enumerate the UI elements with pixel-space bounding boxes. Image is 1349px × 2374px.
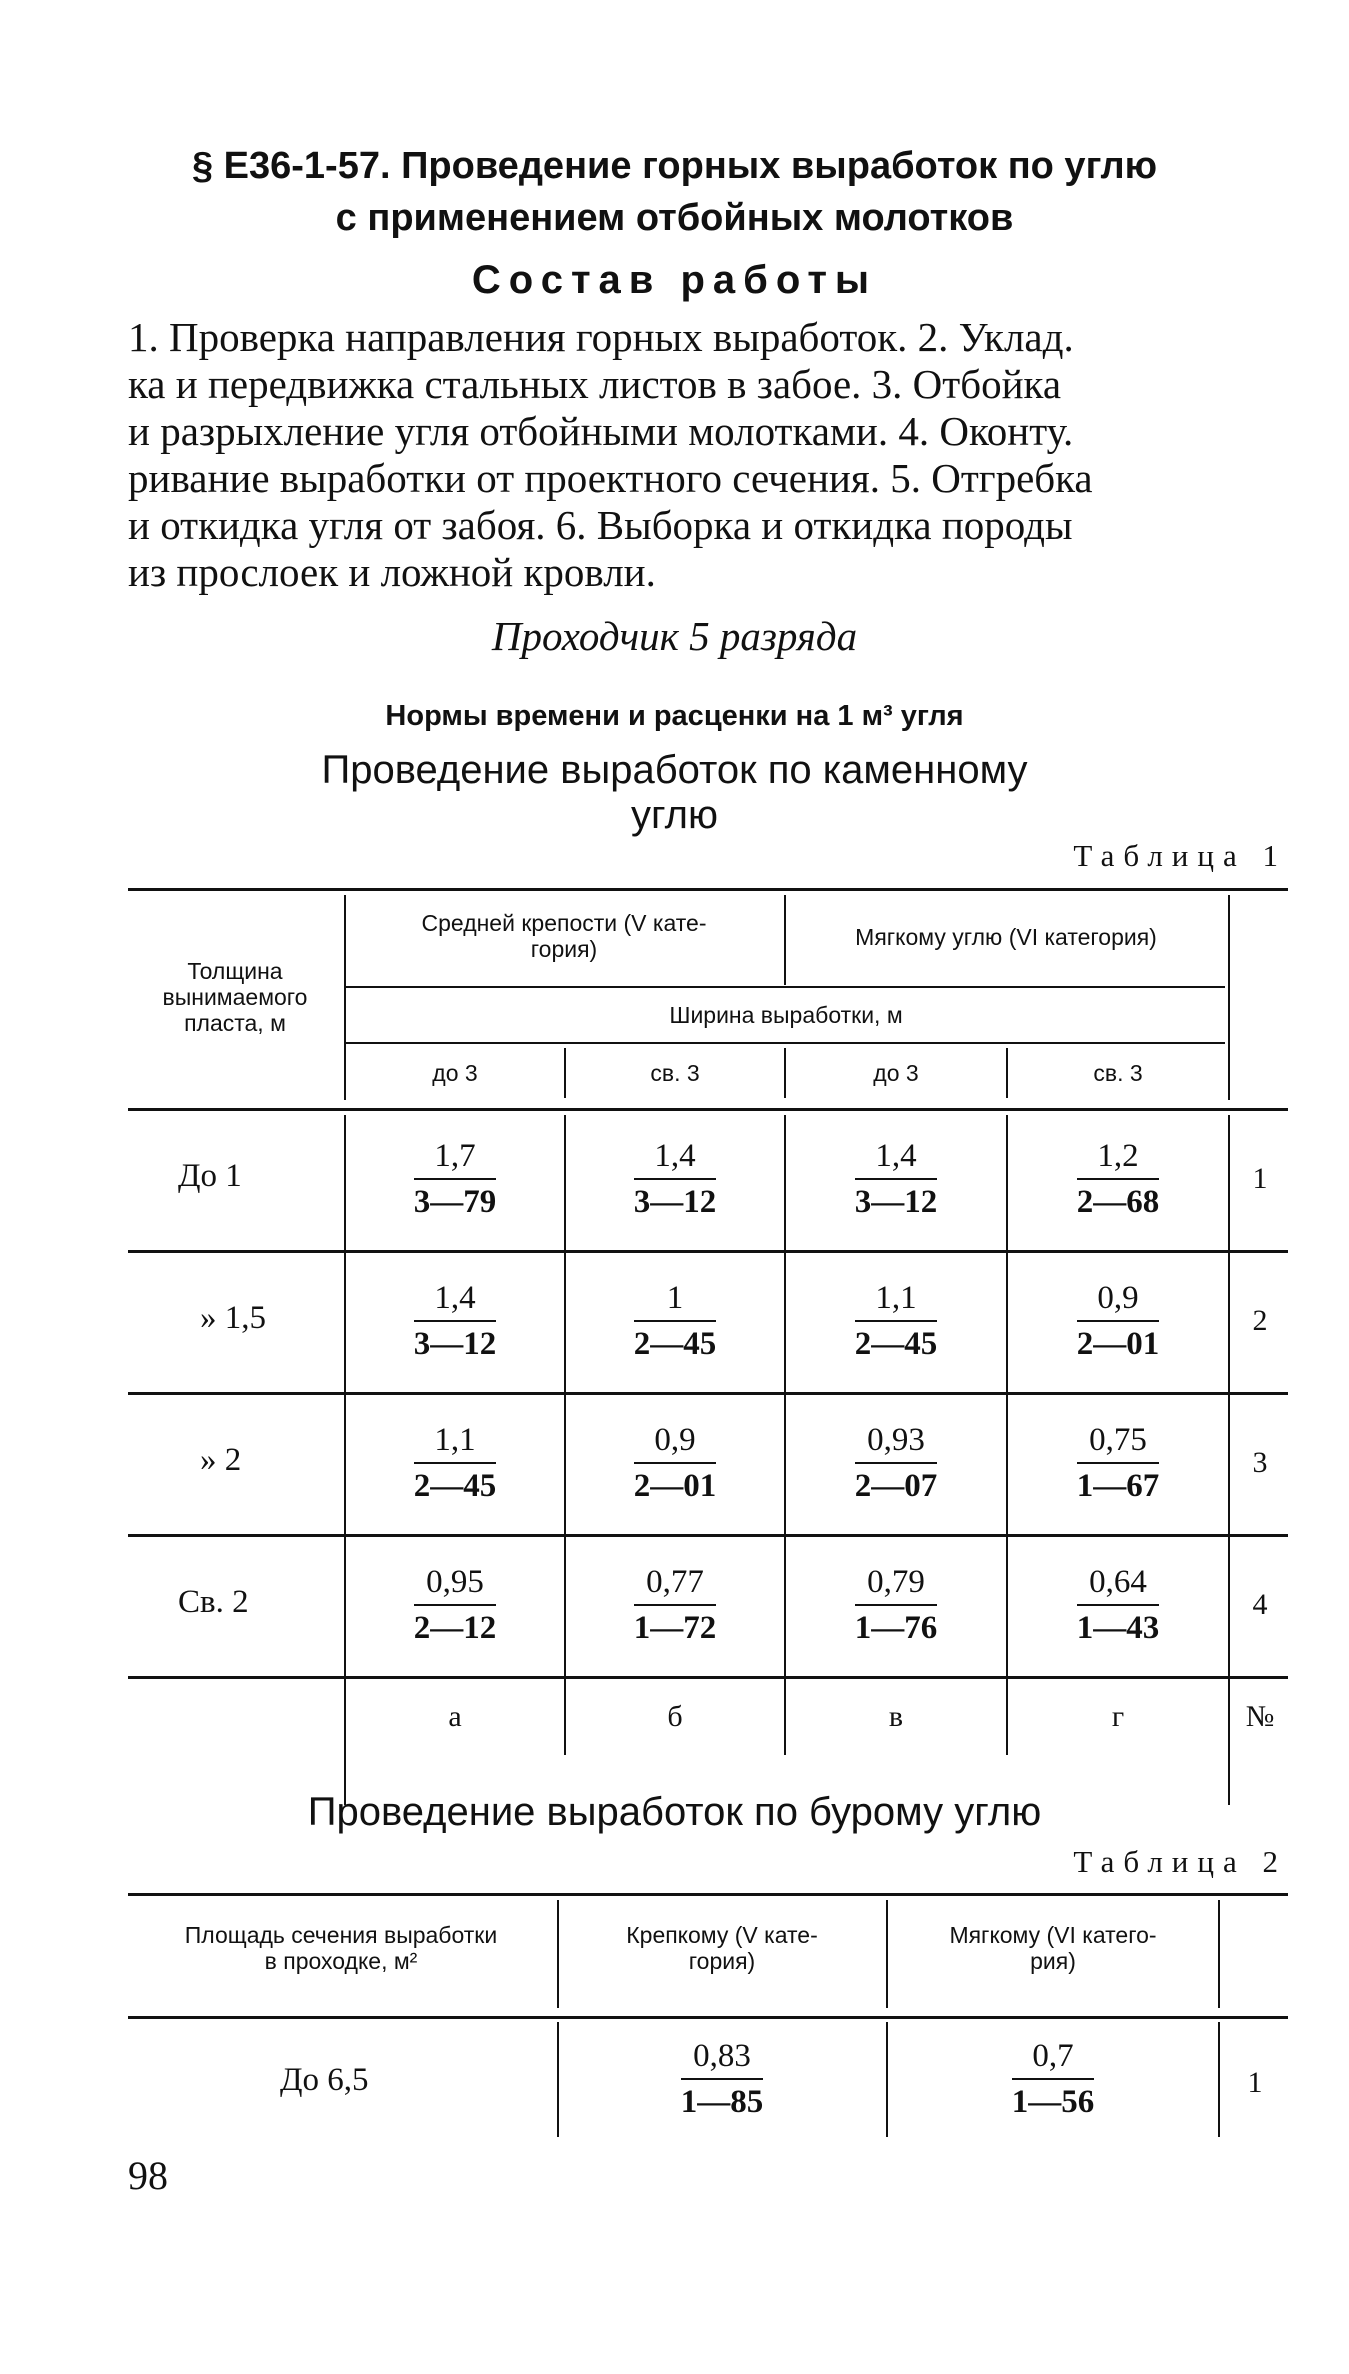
table-cell	[568, 1134, 782, 1224]
table-cell	[788, 1134, 1004, 1224]
body-line: и откидка угля от забоя. 6. Выборка и откидка породы	[128, 502, 1073, 548]
table-col-rule	[564, 1115, 566, 1755]
header-soft-line2: рия)	[1030, 1948, 1076, 1974]
cell-time: 0,9	[634, 1418, 717, 1464]
cell-rate: 2—07	[854, 1468, 938, 1504]
composition-heading: Состав работы	[471, 258, 878, 302]
table-rule	[128, 1108, 1288, 1111]
table-rule	[128, 2016, 1288, 2019]
cell-rate: 1—85	[680, 2084, 764, 2120]
header-soft-line1: Мягкому (VI катего-	[949, 1922, 1157, 1948]
header-sub: до 3	[432, 1060, 478, 1086]
row-label: » 2	[200, 1442, 242, 1478]
cell-rate: 1—67	[1076, 1468, 1160, 1504]
body-line: из прослоек и ложной кровли.	[128, 549, 656, 595]
table-col-rule	[1218, 2022, 1220, 2137]
row-number: 1	[1252, 1162, 1268, 1195]
body-line: ка и передвижка стальных листов в забое. 3. Отбойка	[128, 361, 1062, 407]
table-rule	[345, 986, 1225, 988]
work-description	[128, 314, 1288, 596]
cell-time: 0,77	[634, 1560, 717, 1606]
table-rule	[128, 1893, 1288, 1896]
row-label: До 1	[178, 1158, 242, 1194]
cell-time: 0,7	[1012, 2034, 1095, 2080]
section-title	[0, 140, 1349, 244]
cell-time: 0,93	[855, 1418, 938, 1464]
table-col-rule	[557, 1900, 559, 2008]
cell-rate: 2—12	[413, 1610, 497, 1646]
table-rule	[128, 1250, 1288, 1253]
header-sub: св. 3	[650, 1060, 700, 1086]
table-rule	[128, 1676, 1288, 1679]
table-rule	[345, 1042, 1225, 1044]
table-col-rule	[1228, 1115, 1230, 1805]
header-sub: до 3	[873, 1060, 919, 1086]
table1-subtitle-line2: углю	[630, 793, 719, 837]
table1-caption: Таблица 1	[1073, 838, 1287, 873]
row-number: 3	[1252, 1446, 1268, 1479]
row-number: 2	[1252, 1304, 1268, 1337]
table-cell	[348, 1134, 562, 1224]
table-cell	[890, 2034, 1216, 2124]
table-cell	[561, 2034, 883, 2124]
title-line-1: § Е36-1-57. Проведение горных выработок по углю	[191, 145, 1158, 187]
table-col-rule	[886, 1900, 888, 2008]
cell-time: 1,1	[414, 1418, 497, 1464]
table-cell	[788, 1276, 1004, 1366]
header-hard-line2: гория)	[688, 1948, 756, 1974]
table-col-rule	[557, 2022, 559, 2137]
cell-rate: 3—12	[854, 1184, 938, 1220]
cell-time: 0,83	[681, 2034, 764, 2080]
table-col-rule	[344, 895, 346, 1100]
worker-grade: Проходчик 5 разряда	[491, 613, 858, 659]
cell-rate: 1—76	[854, 1610, 938, 1646]
header-hard	[561, 1922, 883, 1974]
table-col-rule	[886, 2022, 888, 2137]
cell-rate: 2—68	[1076, 1184, 1160, 1220]
cell-time: 1,4	[414, 1276, 497, 1322]
column-letter: в	[888, 1700, 904, 1733]
body-line: ривание выработки от проектного сечения. 5. Отгребка	[128, 455, 1093, 501]
header-sub: св. 3	[1093, 1060, 1143, 1086]
cell-rate: 3—12	[413, 1326, 497, 1362]
table-cell	[348, 1276, 562, 1366]
row-label: » 1,5	[200, 1300, 266, 1336]
cell-rate: 2—01	[1076, 1326, 1160, 1362]
cell-time: 1,7	[414, 1134, 497, 1180]
header-soft	[890, 1922, 1216, 1974]
table-col-rule	[1228, 895, 1230, 1100]
table-cell	[568, 1560, 782, 1650]
table-col-rule	[1006, 1048, 1008, 1098]
cell-rate: 1—43	[1076, 1610, 1160, 1646]
header-group-medium	[348, 910, 780, 962]
column-letter: а	[448, 1700, 462, 1733]
row-label: До 6,5	[280, 2062, 369, 2098]
table-cell	[1010, 1560, 1226, 1650]
header-hard-line1: Крепкому (V кате-	[626, 1922, 818, 1948]
body-line: 1. Проверка направления горных выработок. 2. Уклад.	[128, 314, 1074, 360]
table2-subtitle: Проведение выработок по бурому углю	[307, 1790, 1042, 1834]
cell-rate: 3—79	[413, 1184, 497, 1220]
cell-time: 0,9	[1077, 1276, 1160, 1322]
table-cell	[1010, 1134, 1226, 1224]
cell-time: 0,75	[1077, 1418, 1160, 1464]
header-area-line2: в проходке, м²	[264, 1948, 418, 1974]
cell-rate: 2—45	[633, 1326, 717, 1362]
cell-time: 1,4	[634, 1134, 717, 1180]
table-col-rule	[1218, 1900, 1220, 2008]
table-cell	[568, 1418, 782, 1508]
norms-heading: Нормы времени и расценки на 1 м³ угля	[385, 700, 964, 732]
table-cell	[348, 1418, 562, 1508]
table2-caption: Таблица 2	[1073, 1844, 1287, 1879]
page-number: 98	[128, 2153, 168, 2198]
table-col-rule	[344, 1115, 346, 1805]
cell-time: 1,2	[1077, 1134, 1160, 1180]
header-area-line1: Площадь сечения выработки	[184, 1922, 498, 1948]
cell-time: 1,1	[855, 1276, 938, 1322]
header-thickness: Толщина вынимаемого пласта, м	[162, 958, 308, 1036]
table-rule	[128, 1534, 1288, 1537]
table-col-rule	[784, 1115, 786, 1755]
table-cell	[788, 1560, 1004, 1650]
cell-rate: 2—45	[413, 1468, 497, 1504]
column-letter: г	[1111, 1700, 1125, 1733]
cell-rate: 2—01	[633, 1468, 717, 1504]
table1-subtitle-line1: Проведение выработок по каменному	[321, 748, 1028, 792]
table-col-rule	[784, 895, 786, 985]
table-rule	[128, 888, 1288, 891]
table-cell	[1010, 1276, 1226, 1366]
title-line-2: с применением отбойных молотков	[335, 197, 1014, 239]
row-number: 4	[1252, 1588, 1268, 1621]
table-rule	[128, 1392, 1288, 1395]
table-col-rule	[784, 1048, 786, 1098]
header-group-medium-line2: гория)	[530, 936, 598, 962]
row-number: 1	[1247, 2066, 1263, 2099]
cell-time: 0,95	[414, 1560, 497, 1606]
cell-time: 1,4	[855, 1134, 938, 1180]
cell-time: 1	[634, 1276, 717, 1322]
column-letter: б	[667, 1700, 683, 1733]
table-col-rule	[564, 1048, 566, 1098]
table1-subtitle	[0, 748, 1349, 838]
cell-rate: 2—45	[854, 1326, 938, 1362]
cell-time: 0,64	[1077, 1560, 1160, 1606]
cell-rate: 1—56	[1011, 2084, 1095, 2120]
header-width: Ширина выработки, м	[669, 1002, 903, 1028]
table-cell	[1010, 1418, 1226, 1508]
header-area	[128, 1922, 554, 1974]
row-label: Св. 2	[178, 1584, 249, 1620]
cell-rate: 3—12	[633, 1184, 717, 1220]
table-cell	[788, 1418, 1004, 1508]
cell-time: 0,79	[855, 1560, 938, 1606]
number-column-label: №	[1245, 1700, 1275, 1733]
cell-rate: 1—72	[633, 1610, 717, 1646]
header-group-soft: Мягкому углю (VI категория)	[855, 924, 1157, 950]
header-group-medium-line1: Средней крепости (V кате-	[421, 910, 707, 936]
table-cell	[568, 1276, 782, 1366]
body-line: и разрыхление угля отбойными молотками. 4. Оконту.	[128, 408, 1074, 454]
table-cell	[348, 1560, 562, 1650]
table-col-rule	[1006, 1115, 1008, 1755]
